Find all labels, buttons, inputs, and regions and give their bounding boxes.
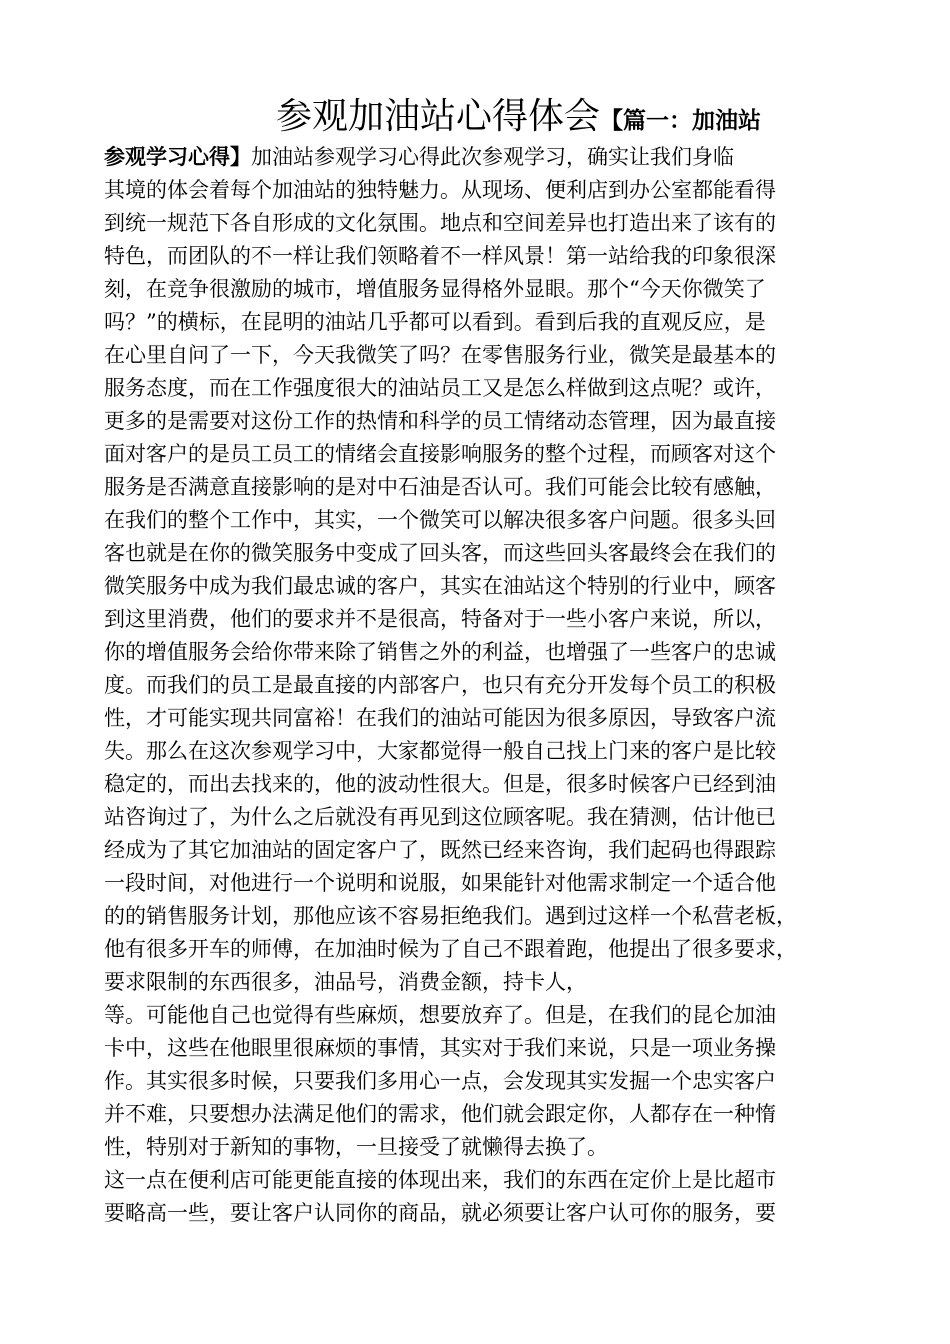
- body-line: 服务是否满意直接影响的是对中石油是否认可。我们可能会比较有感触，: [104, 475, 776, 499]
- body-line: 失。那么在这次参观学习中，大家都觉得一般自己找上门来的客户是比较: [104, 739, 776, 763]
- subtitle-part-1: 【篇一：加油站: [600, 107, 762, 134]
- body-line: 等。可能他自己也觉得有些麻烦，想要放弃了。但是，在我们的昆仑加油: [104, 1003, 776, 1027]
- body-line: 其境的体会着每个加油站的独特魅力。从现场、便利店到办公室都能看得: [104, 178, 776, 202]
- body-line: 要略高一些，要让客户认同你的商品，就必须要让客户认可你的服务，要: [104, 1201, 776, 1225]
- body-line: 一段时间，对他进行一个说明和说服，如果能针对他需求制定一个适合他: [104, 871, 776, 895]
- body-text: 加油站参观学习心得此次参观学习，确实让我们身临: [251, 145, 734, 169]
- body-line: 卡中，这些在他眼里很麻烦的事情，其实对于我们来说，只是一项业务操: [104, 1036, 776, 1060]
- body-line: 性，才可能实现共同富裕！在我们的油站可能因为很多原因，导致客户流: [104, 706, 776, 730]
- body-line: 作。其实很多时候，只要我们多用心一点，会发现其实发掘一个忠实客户: [104, 1069, 776, 1093]
- body-line-1: [104, 140, 864, 174]
- body-line: 这一点在便利店可能更能直接的体现出来，我们的东西在定价上是比超市: [104, 1168, 776, 1192]
- title-line: [276, 95, 761, 145]
- body-line: 服务态度，而在工作强度很大的油站员工又是怎么样做到这点呢？或许，: [104, 376, 776, 400]
- body-line: 稳定的，而出去找来的，他的波动性很大。但是，很多时候客户已经到油: [104, 772, 776, 796]
- body-line: 并不难，只要想办法满足他们的需求，他们就会跟定你，人都存在一种惰: [104, 1102, 776, 1126]
- body-line: 更多的是需要对这份工作的热情和科学的员工情绪动态管理，因为最直接: [104, 409, 776, 433]
- body-line: 站咨询过了，为什么之后就没有再见到这位顾客呢。我在猜测，估计他已: [104, 805, 776, 829]
- body-line: 特色，而团队的不一样让我们领略着不一样风景！第一站给我的印象很深: [104, 244, 776, 268]
- body-line: 客也就是在你的微笑服务中变成了回头客，而这些回头客最终会在我们的: [104, 541, 776, 565]
- page-title: 参观加油站心得体会: [276, 96, 601, 137]
- body-line: 性，特别对于新知的事物，一旦接受了就懒得去换了。: [104, 1135, 608, 1159]
- body-line: 微笑服务中成为我们最忠诚的客户，其实在油站这个特别的行业中，顾客: [104, 574, 776, 598]
- body-line: 面对客户的是员工员工的情绪会直接影响服务的整个过程，而顾客对这个: [104, 442, 776, 466]
- body-line: 在心里自问了一下，今天我微笑了吗？在零售服务行业，微笑是最基本的: [104, 343, 776, 367]
- body-line: 到这里消费，他们的要求并不是很高，特备对于一些小客户来说，所以，: [104, 607, 776, 631]
- body-line: 要求限制的东西很多，油品号，消费金额，持卡人，: [104, 970, 587, 994]
- body-line: 在我们的整个工作中，其实，一个微笑可以解决很多客户问题。很多头回: [104, 508, 776, 532]
- body-line: 的的销售服务计划，那他应该不容易拒绝我们。遇到过这样一个私营老板，: [104, 904, 797, 928]
- body-line: 你的增值服务会给你带来除了销售之外的利益，也增强了一些客户的忠诚: [104, 640, 776, 664]
- body-line: 经成为了其它加油站的固定客户了，既然已经来咨询，我们起码也得跟踪: [104, 838, 776, 862]
- body-line: 刻，在竞争很激励的城市，增值服务显得格外显眼。那个“今天你微笑了: [104, 277, 766, 301]
- body-line: 吗？”的横标，在昆明的油站几乎都可以看到。看到后我的直观反应，是: [104, 310, 766, 334]
- subtitle-part-2: 参观学习心得】: [104, 144, 251, 169]
- body-line: 他有很多开车的师傅，在加油时候为了自己不跟着跑，他提出了很多要求，: [104, 937, 797, 961]
- body-line: 度。而我们的员工是最直接的内部客户，也只有充分开发每个员工的积极: [104, 673, 776, 697]
- body-line: 到统一规范下各自形成的文化氛围。地点和空间差异也打造出来了该有的: [104, 211, 776, 235]
